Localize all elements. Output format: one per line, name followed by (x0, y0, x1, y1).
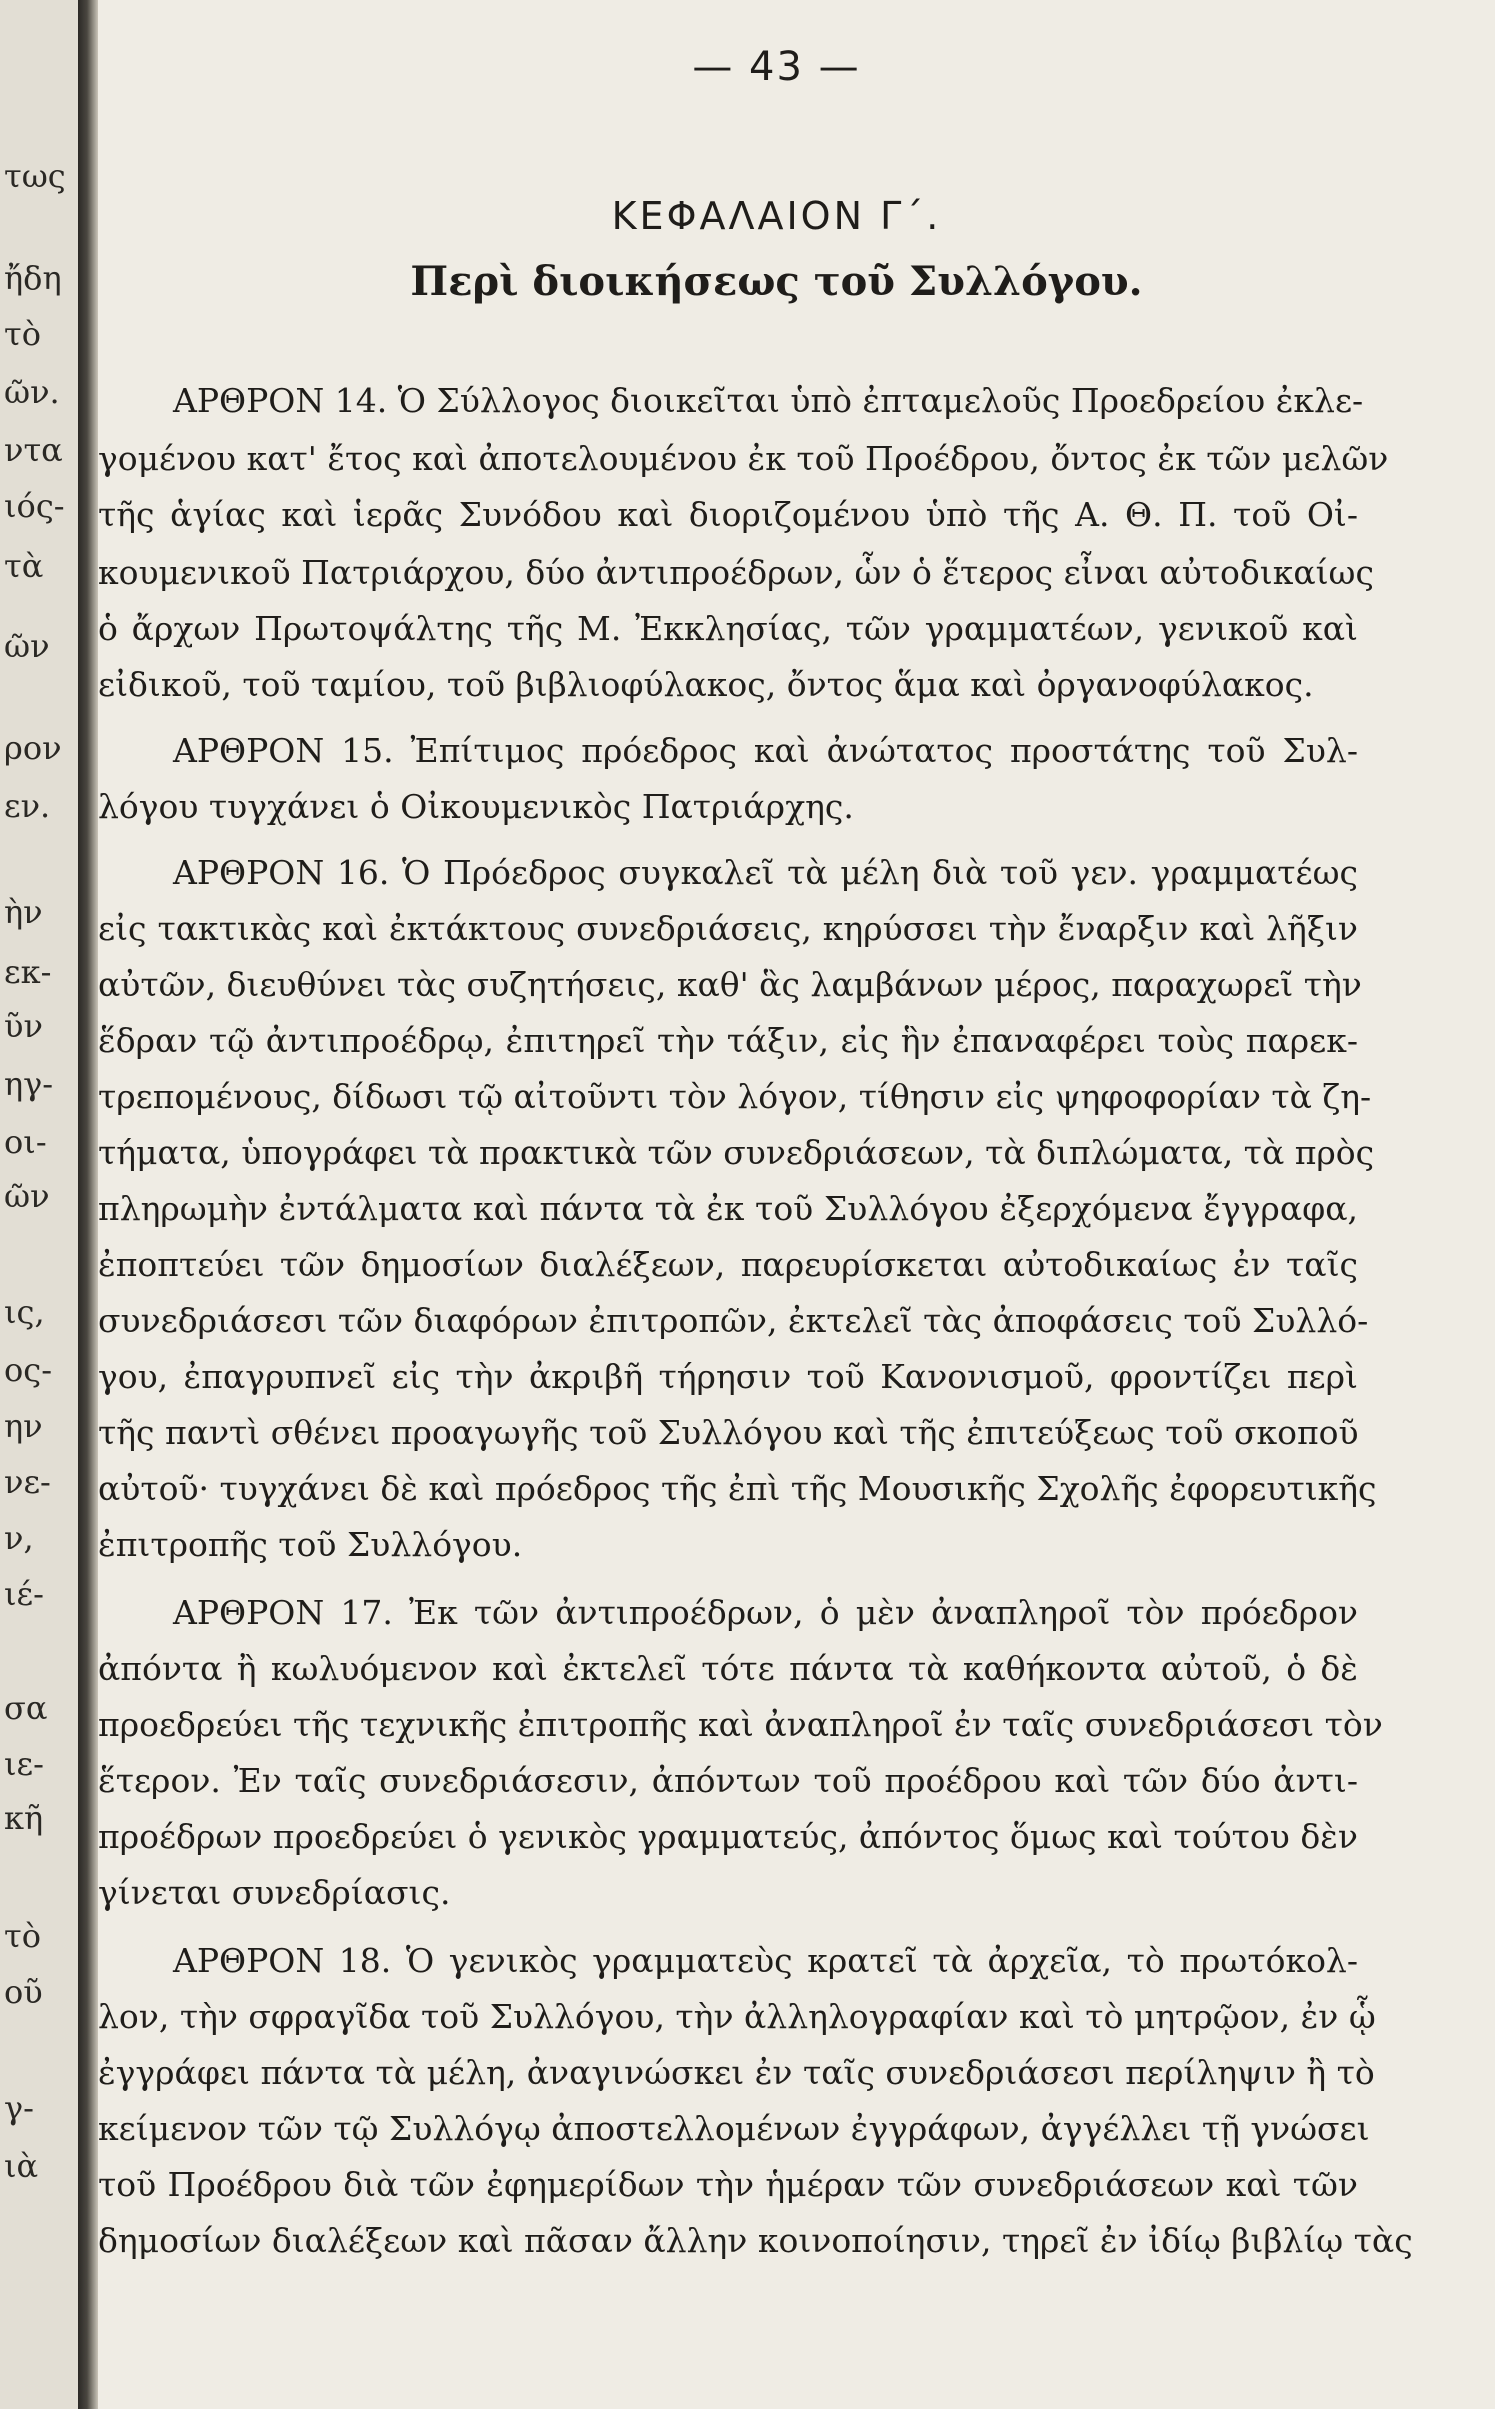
article-16-line: τρεπομένους, δίδωσι τῷ αἰτοῦντι τὸν λόγον, τίθησιν εἰς ψηφοφορίαν τὰ ζη- (98, 1077, 1372, 1116)
prev-page-fragment: τὸ (4, 1917, 41, 1955)
prev-page-fragment: οι- (4, 1123, 47, 1161)
article-18-line: ΑΡΘΡΟΝ 18. Ὁ γενικὸς γραμματεὺς κρατεῖ τὰ ἀρχεῖα, τὸ πρωτόκολ- (173, 1941, 1358, 1980)
article-16-line: εἰς τακτικὰς καὶ ἐκτάκτους συνεδριάσεις, κηρύσσει τὴν ἔναρξιν καὶ λῆξιν (98, 909, 1358, 948)
prev-page-fragment: νε- (4, 1463, 51, 1501)
prev-page-fragment: ῦν (4, 1007, 43, 1045)
article-14-line: εἰδικοῦ, τοῦ ταμίου, τοῦ βιβλιοφύλακος, ὄντος ἅμα καὶ ὀργανοφύλακος. (98, 665, 1314, 704)
article-18-line: ἐγγράφει πάντα τὰ μέλη, ἀναγινώσκει ἐν ταῖς συνεδριάσεσι περίληψιν ἢ τὸ (98, 2053, 1375, 2092)
prev-page-fragment: σα (4, 1689, 48, 1727)
article-17-line: ἕτερον. Ἐν ταῖς συνεδριάσεσιν, ἀπόντων τοῦ προέδρου καὶ τῶν δύο ἀντι- (98, 1761, 1358, 1800)
article-16-line: αὐτῶν, διευθύνει τὰς συζητήσεις, καθ' ἃς λαμβάνων μέρος, παραχωρεῖ τὴν (98, 965, 1362, 1004)
article-17-line: προέδρων προεδρεύει ὁ γενικὸς γραμματεύς, ἀπόντος ὅμως καὶ τούτου δὲν (98, 1817, 1358, 1856)
chapter-heading: ΚΕΦΑΛΑΙΟΝ Γ΄. (611, 194, 942, 238)
prev-page-fragment: ῶν (4, 627, 50, 665)
article-16-line: ἐπιτροπῆς τοῦ Συλλόγου. (98, 1525, 523, 1564)
prev-page-fragment: εν. (4, 787, 51, 825)
prev-page-fragment: ηγ- (4, 1065, 54, 1103)
prev-page-fragment: τὸ (4, 315, 41, 353)
prev-page-fragment: εκ- (4, 953, 52, 991)
page-number: — 43 — (692, 44, 861, 90)
article-16-line: τῆς παντὶ σθένει προαγωγῆς τοῦ Συλλόγου καὶ τῆς ἐπιτεύξεως τοῦ σκοποῦ (98, 1413, 1359, 1452)
prev-page-fragment: ιε- (4, 1745, 44, 1783)
prev-page-fragment: ις, (4, 1293, 45, 1331)
article-17-line: ΑΡΘΡΟΝ 17. Ἐκ τῶν ἀντιπροέδρων, ὁ μὲν ἀναπληροῖ τὸν πρόεδρον (173, 1593, 1358, 1632)
article-17-line: γίνεται συνεδρίασις. (98, 1873, 451, 1912)
article-18-line: τοῦ Προέδρου διὰ τῶν ἐφημερίδων τὴν ἡμέραν τῶν συνεδριάσεων καὶ τῶν (98, 2165, 1358, 2204)
prev-page-fragment: ῶν. (4, 373, 60, 411)
article-15-line: ΑΡΘΡΟΝ 15. Ἐπίτιμος πρόεδρος καὶ ἀνώτατος προστάτης τοῦ Συλ- (173, 731, 1358, 770)
article-16-line: ἕδραν τῷ ἀντιπροέδρῳ, ἐπιτηρεῖ τὴν τάξιν, εἰς ἣν ἐπαναφέρει τοὺς παρεκ- (98, 1021, 1358, 1060)
article-18-line: λον, τὴν σφραγῖδα τοῦ Συλλόγου, τὴν ἀλληλογραφίαν καὶ τὸ μητρῷον, ἐν ᾧ (98, 1997, 1376, 2036)
prev-page-fragment: ιός- (4, 487, 65, 525)
prev-page-fragment: τως (4, 157, 66, 195)
article-16-line: γου, ἐπαγρυπνεῖ εἰς τὴν ἀκριβῆ τήρησιν τοῦ Κανονισμοῦ, φροντίζει περὶ (98, 1357, 1358, 1396)
prev-page-fragment: ῶν (4, 1177, 50, 1215)
article-16-line: συνεδριάσεσι τῶν διαφόρων ἐπιτροπῶν, ἐκτελεῖ τὰς ἀποφάσεις τοῦ Συλλό- (98, 1301, 1369, 1340)
prev-page-fragment: ντα (4, 431, 63, 469)
prev-page-fragment: ὴν (4, 893, 43, 931)
prev-page-fragment: ιέ- (4, 1575, 44, 1613)
article-15-line: λόγου τυγχάνει ὁ Οἰκουμενικὸς Πατριάρχης. (98, 787, 854, 826)
section-title: Περὶ διοικήσεως τοῦ Συλλόγου. (410, 258, 1143, 305)
article-16-line: αὐτοῦ· τυγχάνει δὲ καὶ πρόεδρος τῆς ἐπὶ τῆς Μουσικῆς Σχολῆς ἐφορευτικῆς (98, 1469, 1377, 1508)
prev-page-fragment: ιὰ (4, 2147, 39, 2185)
article-14-line: ΑΡΘΡΟΝ 14. Ὁ Σύλλογος διοικεῖται ὑπὸ ἐπταμελοῦς Προεδρείου ἐκλε- (173, 381, 1364, 420)
article-14-line: ὁ ἄρχων Πρωτοψάλτης τῆς Μ. Ἐκκλησίας, τῶν γραμματέων, γενικοῦ καὶ (98, 609, 1358, 648)
prev-page-fragment: τὰ (4, 547, 44, 585)
prev-page-fragment: ος- (4, 1351, 52, 1389)
article-14-line: κουμενικοῦ Πατριάρχου, δύο ἀντιπροέδρων, ὧν ὁ ἕτερος εἶναι αὐτοδικαίως (98, 553, 1374, 592)
prev-page-fragment: ἤδη (4, 259, 62, 297)
previous-page-margin (0, 0, 78, 2409)
article-16-line: ΑΡΘΡΟΝ 16. Ὁ Πρόεδρος συγκαλεῖ τὰ μέλη διὰ τοῦ γεν. γραμματέως (173, 853, 1358, 892)
article-17-line: ἀπόντα ἢ κωλυόμενον καὶ ἐκτελεῖ τότε πάντα τὰ καθήκοντα αὐτοῦ, ὁ δὲ (98, 1649, 1358, 1688)
book-page (98, 0, 1495, 2409)
prev-page-fragment: κῆ (4, 1799, 44, 1837)
article-16-line: τήματα, ὑπογράφει τὰ πρακτικὰ τῶν συνεδριάσεων, τὰ διπλώματα, τὰ πρὸς (98, 1133, 1375, 1172)
article-18-line: δημοσίων διαλέξεων καὶ πᾶσαν ἄλλην κοινοποίησιν, τηρεῖ ἐν ἰδίῳ βιβλίῳ τὰς (98, 2221, 1413, 2260)
article-14-line: τῆς ἁγίας καὶ ἱερᾶς Συνόδου καὶ διοριζομένου ὑπὸ τῆς Α. Θ. Π. τοῦ Οἰ- (98, 495, 1358, 534)
prev-page-fragment: ην (4, 1407, 43, 1445)
article-16-line: πληρωμὴν ἐντάλματα καὶ πάντα τὰ ἐκ τοῦ Συλλόγου ἐξερχόμενα ἔγγραφα, (98, 1189, 1358, 1228)
article-14-line: γομένου κατ' ἔτος καὶ ἀποτελουμένου ἐκ τοῦ Προέδρου, ὄντος ἐκ τῶν μελῶν (98, 439, 1389, 478)
article-18-line: κείμενον τῶν τῷ Συλλόγῳ ἀποστελλομένων ἐγγράφων, ἀγγέλλει τῇ γνώσει (98, 2109, 1370, 2148)
article-17-line: προεδρεύει τῆς τεχνικῆς ἐπιτροπῆς καὶ ἀναπληροῖ ἐν ταῖς συνεδριάσεσι τὸν (98, 1705, 1383, 1744)
prev-page-fragment: ν, (4, 1519, 34, 1557)
prev-page-fragment: γ- (4, 2089, 34, 2127)
article-16-line: ἐποπτεύει τῶν δημοσίων διαλέξεων, παρευρίσκεται αὐτοδικαίως ἐν ταῖς (98, 1245, 1358, 1284)
book-gutter (78, 0, 98, 2409)
prev-page-fragment: οῦ (4, 1973, 43, 2011)
prev-page-fragment: ρον (4, 729, 62, 767)
